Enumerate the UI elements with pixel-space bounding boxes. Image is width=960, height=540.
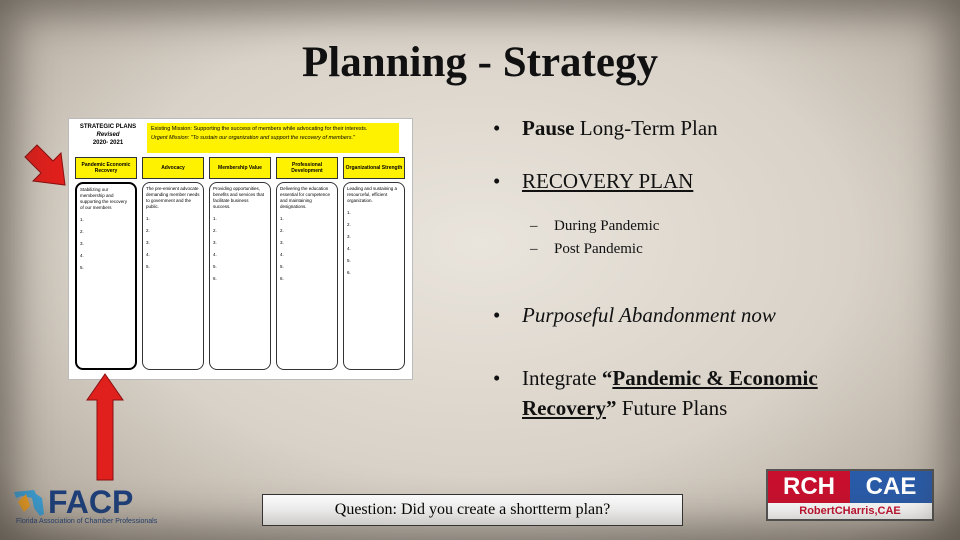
sub-bullet-text: Post Pandemic: [554, 241, 643, 257]
plan-column-body: Providing opportunities, benefits and services that facilitate business success. 1. 2. 3. 4. 5. 6.: [209, 182, 271, 370]
facp-logo-text: FACP: [48, 484, 134, 520]
plan-heading-line: Revised: [96, 132, 120, 138]
arrow-down-right-icon: [23, 143, 73, 193]
plan-column: [276, 157, 338, 372]
cae-logo-text: CAE: [850, 471, 932, 503]
plan-column-title: Pandemic Economic Recovery: [75, 157, 137, 179]
bullet-bold-text: Pause: [522, 116, 575, 140]
plan-column: [75, 157, 137, 372]
plan-heading: [73, 123, 143, 147]
plan-column-text: Delivering the education essential for competence and maintaining designations.: [280, 186, 331, 209]
bullet-rest-text: Long-Term Plan: [574, 116, 718, 140]
plan-column-title: Professional Development: [276, 157, 338, 179]
bullet-post-text: Future Plans: [616, 396, 728, 420]
bullet-dot: •: [493, 366, 501, 390]
facp-logo-subtitle: Florida Association of Chamber Professionals: [16, 518, 158, 525]
arrow-up-icon: [85, 372, 125, 482]
sub-bullet-text: During Pandemic: [554, 218, 660, 234]
plan-column-text: Stabilizing our membership and supporting the recovery of our members: [80, 187, 128, 210]
plan-column-text: The pre-eminent advocate demanding member needs to government and the public.: [146, 186, 200, 209]
plan-column-body: The pre-eminent advocate demanding member needs to government and the public. 1. 2. 3. 4. 5.: [142, 182, 204, 370]
plan-column-body: Leading and sustaining a resourceful, efficient organization. 1. 2. 3. 4. 5. 6.: [343, 182, 405, 370]
question-box: Question: Did you create a shortterm plan?: [262, 494, 683, 526]
plan-heading-line: STRATEGIC PLANS: [79, 124, 137, 130]
bullet-text: [522, 116, 718, 141]
bullet-pre-text: Integrate: [522, 366, 602, 390]
plan-mission-box: [147, 123, 399, 153]
plan-column-body: Delivering the education essential for competence and maintaining designations. 1. 2. 3. 4. 5. 6.: [276, 182, 338, 370]
rch-cae-logo-top: [768, 471, 932, 503]
plan-column: [209, 157, 271, 372]
bullet-underlined-text: Pandemic & Economic: [612, 366, 818, 390]
plan-column-body: Stabilizing our membership and supporting the recovery of our members 1. 2. 3. 4. 5.: [75, 182, 137, 370]
bullet-dot: •: [493, 169, 501, 193]
open-quote: “: [601, 366, 613, 390]
sub-bullet-item: – Post Pandemic: [530, 241, 643, 257]
bullet-underlined-text: Recovery: [522, 396, 606, 420]
strategic-plan-image: [68, 118, 413, 380]
facp-logo: [12, 484, 162, 530]
plan-column-text: Providing opportunities, benefits and services that facilitate business success.: [213, 186, 265, 209]
urgent-mission-text: Urgent Mission: "To sustain our organization and support the recovery of members.": [151, 135, 355, 141]
bullet-dot: •: [493, 303, 501, 327]
plan-column-title: Organizational Strength: [343, 157, 405, 179]
sub-bullet-item: – During Pandemic: [530, 218, 660, 234]
plan-heading-line: 2020- 2021: [92, 140, 124, 146]
close-quote: ”: [605, 396, 617, 420]
bullet-text: RECOVERY PLAN: [522, 169, 694, 193]
rch-cae-logo: [766, 469, 934, 521]
bullet-text: [522, 363, 818, 423]
bullet-dot: •: [493, 116, 501, 140]
existing-mission-text: Existing Mission: Supporting the success of members while advocating for their interests.: [151, 126, 368, 132]
rch-logo-text: RCH: [768, 471, 850, 503]
plan-column-title: Advocacy: [142, 157, 204, 179]
plan-column: [142, 157, 204, 372]
plan-column-title: Membership Value: [209, 157, 271, 179]
bullet-text: Purposeful Abandonment now: [522, 303, 776, 327]
plan-column-text: Leading and sustaining a resourceful, efficient organization.: [347, 186, 398, 203]
plan-column: [343, 157, 405, 372]
slide-title: Planning - Strategy: [302, 39, 658, 86]
florida-icon: [12, 484, 46, 518]
rch-logo-name: RobertCHarris,CAE: [799, 505, 901, 517]
